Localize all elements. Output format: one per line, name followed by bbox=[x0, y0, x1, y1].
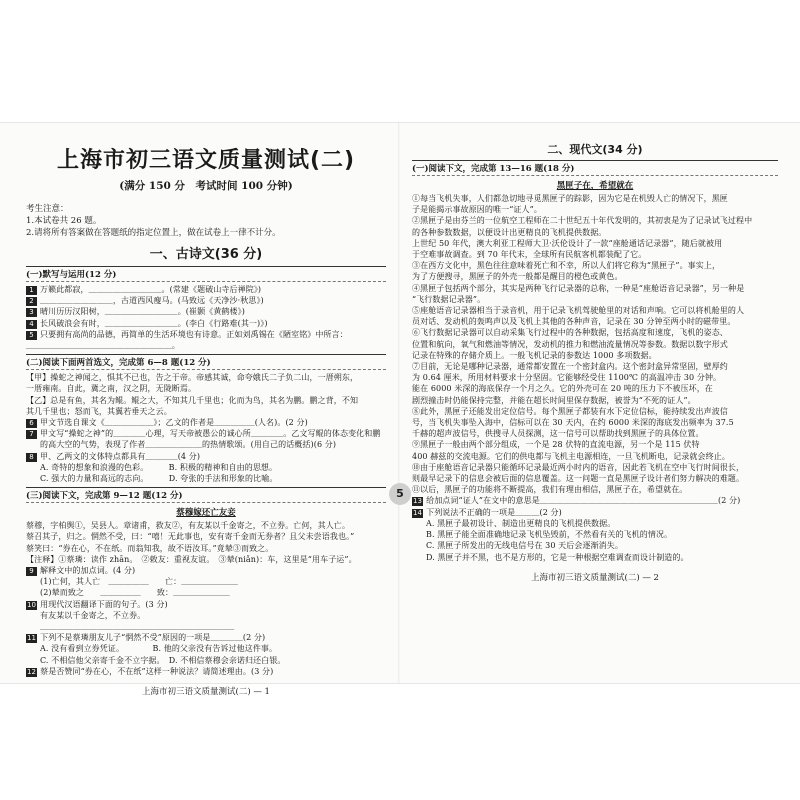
passage-line: 千赫的超声波信号，供搜寻人员探测，这一信号可以帮助找到黑匣子的具体位置。 bbox=[412, 429, 704, 439]
passage-line: “飞行数据记录器”。 bbox=[412, 294, 486, 304]
question-line bbox=[412, 495, 778, 506]
question-number: 7 bbox=[26, 430, 37, 439]
passage-line: 能在 6000 米深的海底保存一个月之久。它的外壳可在 20 吨的压力下不被压坏，在 bbox=[412, 384, 713, 394]
question-number: 13 bbox=[413, 497, 423, 506]
question-line bbox=[26, 576, 386, 587]
passage-line: ③在西方文化中，黑色往往意味着死亡和不幸，所以人们将它称为“黑匣子”。事实上， bbox=[412, 261, 721, 271]
question-line bbox=[26, 599, 386, 610]
exam-notes bbox=[26, 203, 386, 239]
question-line bbox=[26, 621, 386, 632]
passage-line: ⑨黑匣子一般由两个部分组成，一个是 28 伏特的直流电源，另一个是 115 伏特 bbox=[412, 440, 700, 450]
question-line bbox=[26, 284, 386, 295]
question-line bbox=[26, 587, 386, 598]
question-text: 甲文节选自课文《＿＿＿＿＿＿》；乙文的作者是＿＿＿＿＿(人名)。(2 分) bbox=[40, 418, 308, 428]
passage-line: 【乙】总是有鱼，其名为鲲。鲲之大，不知其几千里也；化而为鸟，其名为鹏。鹏之背，不知 bbox=[26, 395, 359, 405]
passage-line: 号，当飞机失事坠入海中，信标可以在 30 天内，在约 6000 米深的海底发出频率为 37.5 bbox=[412, 418, 734, 428]
passage-line: 【甲】操蛇之神闻之，惧其不已也，告之于帝。帝感其诚，命夸娥氏二子负二山，一厝朔东， bbox=[26, 373, 359, 383]
question-line bbox=[26, 417, 386, 428]
passage-line: 为了方便搜寻，黑匣子的外壳一般都是醒目的橙色或黄色。 bbox=[412, 272, 623, 282]
section-heading-modern: 二、现代文(34 分) bbox=[547, 143, 643, 156]
part-heading: (三)阅读下文，完成第 9—12 题(12 分) bbox=[26, 487, 386, 503]
question-text: (2)辇而致之 ＿＿＿＿＿ 致：＿＿＿＿＿＿＿ bbox=[40, 588, 230, 598]
left-page bbox=[26, 137, 386, 698]
passage-line: 剧烈撞击时仍能保持完整，并能在超长时间里保存数据，被誉为“不死的证人”。 bbox=[412, 395, 696, 405]
passage-line: 蔡穆，字柏舆①，吴县人。章诸甫，救友②，有友某以千金寄之，不立券。亡何，其人亡。 bbox=[26, 521, 350, 531]
question-text: 给加点词“证人”在文中的意思是＿＿＿＿＿＿＿＿＿＿＿＿＿＿＿＿＿＿＿＿＿＿(2 分) bbox=[426, 496, 741, 506]
question-text: 下列说法不正确的一项是＿＿＿(2 分) bbox=[426, 507, 562, 517]
question-text: ＿＿＿＿＿＿＿＿＿＿＿＿＿＿＿＿＿＿＿＿＿＿＿＿ bbox=[40, 622, 235, 632]
passage-line: 蔡笑曰：“券在心，不在纸。而翁知我，故不语汝耳。”竟辇③而致之。 bbox=[26, 543, 274, 553]
question-text: D. 黑匣子并不黑，也不是方形的，它是一种根据空难调查而设计制造的。 bbox=[426, 552, 689, 562]
question-text: 只要拥有高尚的品德，再简单的生活环境也有诗意。正如刘禹锡在《陋室铭》中所言： bbox=[40, 329, 348, 339]
book-gutter bbox=[398, 123, 400, 683]
note-line: 2.请将所有答案做在答题纸的指定位置上，做在试卷上一律不计分。 bbox=[26, 228, 281, 238]
question-line bbox=[26, 306, 386, 317]
question-text: 有友某以千金寄之，不立券。 bbox=[40, 610, 146, 620]
passage-line: 则最早记录下的信息会被后面的信息覆盖。这一问题一直是黑匣子设计者们努力解决的难题。 bbox=[412, 474, 745, 484]
question-line bbox=[412, 552, 778, 563]
question-line bbox=[26, 428, 386, 439]
question-number: 10 bbox=[27, 600, 37, 609]
passage-line: 于空难事故调查。到 70 年代末，全球所有民航客机都装配了它。 bbox=[412, 250, 647, 260]
question-text: A. 没有看到立券凭证。 B. 他的父亲没有告诉过他这件事。 bbox=[40, 644, 278, 654]
question-line bbox=[412, 540, 778, 551]
exam-subtitle: (满分 150 分 考试时间 100 分钟) bbox=[119, 180, 293, 192]
question-text: C. 不相信他父亲寄千金不立字据。 D. 不相信蔡穆会亲诺归还白银。 bbox=[40, 655, 286, 665]
article-title: 蔡穆嫁还亡友妾 bbox=[176, 508, 236, 519]
question-text: 的高大空的气势，表现了作者＿＿＿＿＿＿＿的热情歌颂。(用自己的话概括)(6 分) bbox=[40, 440, 337, 450]
question-text: C. 强大的力量和高远的志向。 D. 夸张的手法和形象的比喻。 bbox=[40, 474, 278, 484]
question-line bbox=[26, 462, 386, 473]
passage-line: ②黑匣子是由芬兰的一位航空工程师在二十世纪五十年代发明的，其初衷是为了记录试飞过程中 bbox=[412, 216, 753, 226]
passage-line: 为 0.64 厘米，所用材料要求十分坚固。它能够经受住 1100℃ 的高温冲击 30 分钟。 bbox=[412, 373, 722, 383]
question-text: 下列不是蔡璘朋友儿子“惘然不受”原因的一项是＿＿＿＿(2 分) bbox=[40, 633, 266, 643]
question-line bbox=[26, 643, 386, 654]
question-number: 4 bbox=[26, 320, 37, 329]
note-line: 1.本试卷共 26 题。 bbox=[26, 216, 102, 226]
question-line bbox=[412, 529, 778, 540]
question-number: 2 bbox=[26, 297, 37, 306]
question-number: 3 bbox=[26, 308, 37, 317]
question-number: 9 bbox=[26, 567, 37, 576]
passage-line: 员对话、发动机的轰鸣声以及飞机上其他的各种声音，记录在 30 分钟至两小时的磁带里。 bbox=[412, 317, 736, 327]
passage-line: ⑪以后，黑匣子的功能将不断提高，我们有理由相信，黑匣子在，希望就在。 bbox=[412, 485, 688, 495]
passage-line: 其几千里也；怒而飞，其翼若垂天之云。 bbox=[26, 406, 172, 416]
question-line bbox=[412, 518, 778, 529]
passage-line: 子是能揭示事故原因的唯一“证人”。 bbox=[412, 205, 542, 215]
passage-line: ⑩由于座舱语音记录器只能循环记录最近两小时内的语音，因此若飞机在空中飞行时间很长， bbox=[412, 462, 745, 472]
question-text: ＿＿＿＿＿＿＿＿＿，古道西风瘦马。(马致远《天净沙·秋思》) bbox=[40, 296, 264, 306]
question-text: A. 奇特的想象和浪漫的色彩。 B. 积极的精神和自由的思想。 bbox=[40, 462, 278, 472]
question-line bbox=[26, 473, 386, 484]
question-line bbox=[26, 318, 386, 329]
part-heading: (二)阅读下面两首选文，完成第 6—8 题(12 分) bbox=[26, 354, 386, 370]
note-line: 考生注意： bbox=[26, 204, 69, 214]
part-heading: (一)默写与运用(12 分) bbox=[26, 266, 386, 282]
question-number: 14 bbox=[413, 508, 423, 517]
question-text: 长风破浪会有时，＿＿＿＿＿＿＿＿＿。(李白《行路难(其一)》) bbox=[40, 318, 268, 328]
page-footer: 上海市初三语文质量测试(二) — 1 bbox=[142, 687, 270, 698]
question-number: 5 bbox=[26, 331, 37, 340]
passage-line: 400 赫兹的交流电源。它们的供电都与飞机主电源相连，一旦飞机断电，记录就会终止。 bbox=[412, 451, 730, 461]
exam-title: 上海市初三语文质量测试(二) bbox=[56, 148, 356, 173]
passage-line: 记录在特殊的存储介质上。一般飞机记录的参数达 1000 多项数据。 bbox=[412, 350, 657, 360]
question-line bbox=[26, 655, 386, 666]
passage-line: ⑤座舱语音记录器相当于录音机，用于记录飞机驾驶舱里的对话和声响。它可以将机舱里的人 bbox=[412, 306, 745, 316]
question-number: 8 bbox=[26, 453, 37, 462]
passage-line: ①每当飞机失事，人们都急切地寻觅黑匣子的踪影，因为它是在机毁人亡的情况下，黑匣 bbox=[412, 194, 728, 203]
passage-line: 上世纪 50 年代，澳大利亚工程师大卫·沃伦设计了一款“座舱通话记录器”，随后就被用 bbox=[412, 238, 723, 248]
question-number: 12 bbox=[27, 667, 37, 676]
passage-line: ④黑匣子包括两个部分，其实是两种飞行记录器的总称，一种是“座舱语音记录器”，另一种是 bbox=[412, 283, 745, 293]
question-line bbox=[412, 507, 778, 518]
passage-line: ⑥飞行数据记录器可以自动采集飞行过程中的各种数据，包括高度和速度，飞机的姿态、 bbox=[412, 328, 728, 338]
question-line bbox=[26, 329, 386, 340]
question-text: 甲、乙两文的文体特点都具有＿＿＿＿(4 分) bbox=[40, 451, 201, 461]
question-number: 6 bbox=[26, 419, 37, 428]
section-heading-classical: 一、古诗文(36 分) bbox=[149, 247, 263, 262]
question-text: (1)亡何，其人亡 ＿＿＿＿＿ 亡：＿＿＿＿＿＿＿ bbox=[40, 577, 238, 587]
question-text: B. 黑匣子能全面准确地记录飞机坠毁前，不然看有关的飞机的情况。 bbox=[426, 530, 673, 540]
question-text: 用现代汉语翻译下面的句子。(3 分) bbox=[40, 599, 168, 609]
passage-line: 蔡召其子，归之。惘然不受，曰：“嘻！无此事也，安有寄千金而无券者？且父未尝语我也。” bbox=[26, 532, 355, 542]
question-line bbox=[26, 610, 386, 621]
question-text: 晴川历历汉阳树，＿＿＿＿＿＿＿＿＿。(崔颢《黄鹤楼》) bbox=[40, 307, 245, 317]
passage-line: 的各种参数数据，以便设计出更精良的飞机提供数据。 bbox=[412, 227, 607, 237]
passage-line: 【注释】①蔡璘：读作 zhān。 ②敕友：重视友谊。 ③辇(niǎn)：车，这里是“用车子运”。 bbox=[26, 554, 357, 564]
article-title: 黑匣子在，希望就在 bbox=[556, 181, 634, 191]
part-heading: (一)阅读下文，完成第 13—16 题(18 分) bbox=[412, 160, 778, 176]
question-number: 11 bbox=[27, 634, 37, 643]
passage-line: ⑧此外，黑匣子还能发出定位信号。每个黑匣子都装有水下定位信标，能持续发出声波信 bbox=[412, 406, 728, 416]
question-line bbox=[26, 632, 386, 643]
question-text: 蔡是否赞同“券在心，不在纸”这样一种说法？请简述理由。(3 分) bbox=[40, 666, 274, 676]
question-line bbox=[26, 451, 386, 462]
question-line bbox=[26, 439, 386, 450]
right-page bbox=[412, 137, 778, 657]
question-line bbox=[26, 565, 386, 576]
page-footer: 上海市初三语文质量测试(二) — 2 bbox=[531, 572, 659, 583]
question-line bbox=[26, 295, 386, 306]
question-number: 1 bbox=[26, 286, 37, 295]
question-text: C. 黑匣子所发出的无线电信号在 30 天后会逐渐消失。 bbox=[426, 541, 623, 551]
passage-line: ⑦目前，无论是哪种记录器，通常都安置在一个密封盒内。这个密封盒异常坚固，壁厚约 bbox=[412, 362, 728, 372]
passage-line: 一厝雍南。自此，冀之南，汉之阴，无陇断焉。 bbox=[26, 384, 197, 394]
passage-line: 位置和航向，氧气和燃油等情况，发动机的推力和燃油流量情况等参数。数据以数字形式 bbox=[412, 339, 728, 349]
question-text: 万籁此都寂，＿＿＿＿＿＿＿＿＿。(常建《题破山寺后禅院》) bbox=[40, 285, 262, 294]
question-text: A. 黑匣子最初设计、制造出更精良的飞机提供数据。 bbox=[426, 518, 616, 528]
answer-blank: ＿＿＿＿＿＿＿＿＿＿＿＿＿＿＿＿＿＿。 bbox=[26, 341, 180, 351]
page-number-badge: 5 bbox=[389, 483, 411, 505]
question-line bbox=[26, 666, 386, 677]
question-text: 解释文中的加点词。(4 分) bbox=[40, 566, 136, 576]
question-text: 甲文写“操蛇之神”的＿＿＿＿心理，写天帝被愚公的诚心所＿＿＿＿。乙文写鲲的体态变化和鹏 bbox=[40, 429, 381, 439]
book-spread bbox=[0, 122, 800, 698]
